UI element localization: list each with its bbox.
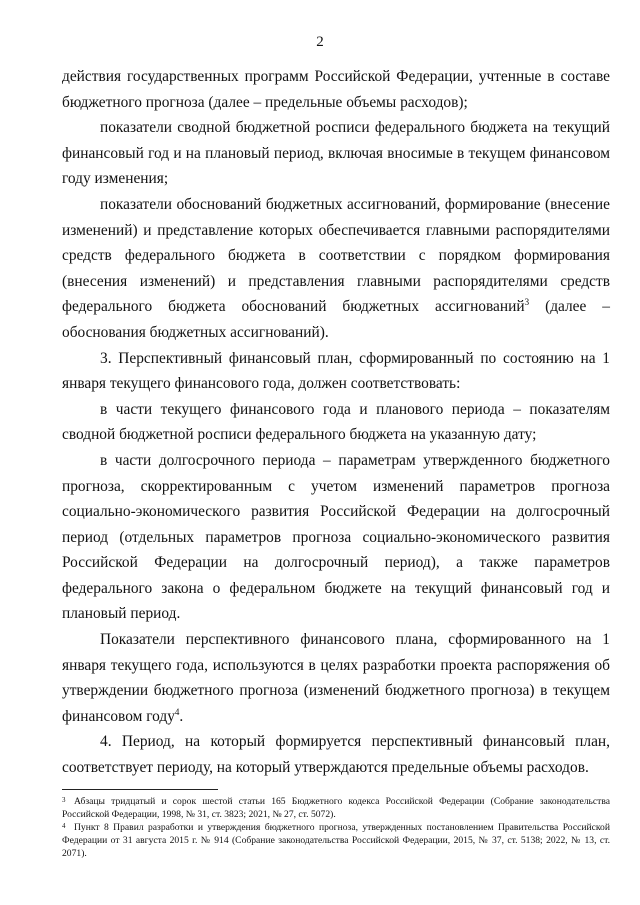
paragraph-text: (далее – обоснования бюджетных ассигнований). [62, 298, 611, 341]
paragraph-continuation: действия государственных программ Российской Федерации, учтенные в составе бюджетного прогноза (далее – предельные объемы расходов); [62, 68, 610, 111]
paragraph-current-year: в части текущего финансового года и планового периода – показателям сводной бюджетной росписи федерального бюджета на указанную дату; [62, 400, 610, 444]
page-number: 2 [316, 34, 324, 50]
footnote-mark: 3 [62, 796, 66, 804]
paragraph-long-term: в части долгосрочного периода – параметрам утвержденного бюджетного прогноза, скорректированным с учетом изменений параметров прогноза социально-экономического развития Российской Федерации на долгосрочный период (отдельных параметров прогноза социально-экономического развития Российской Федерации на долгосрочный период), а также параметров федерального закона о федеральном бюджете на текущий финансовый год и плановый период. [62, 451, 610, 623]
paragraph-budget-schedule: показатели сводной бюджетной росписи федерального бюджета на текущий финансовый год и на плановый период, включая вносимые в текущем финансовом году изменения; [62, 119, 610, 188]
footnote-text: Пункт 8 Правил разработки и утверждения бюджетного прогноза, утвержденных постановлением Правительства Российской Федерации от 31 августа 2015 г. № 914 (Собрание законодательства Российской Федерации, 2015, № 37, ст. 5138; 2022, № 13, ст. 2071). [62, 822, 610, 859]
paragraph-item-4: 4. Период, на который формируется перспективный финансовый план, соответствует периоду, на который утверждаются предельные объемы расходов. [62, 733, 610, 777]
paragraph-text: показатели обоснований бюджетных ассигнований, формирование (внесение изменений) и представление которых обеспечивается главными распорядителями средств федерального бюджета в соответствии с порядком формирования (внесения изменений) и представления главными распорядителями средств федерального бюджета обоснований бюджетных ассигнований [62, 195, 610, 316]
paragraph-text: Показатели перспективного финансового плана, сформированного на 1 января текущего года, используются в целях разработки проекта распоряжения об утверждении бюджетного прогноза (изменений бюджетного прогноза) в текущем финансовом году [62, 631, 610, 725]
footnote-3 [62, 795, 610, 821]
footnote-4 [62, 821, 610, 860]
document-body [62, 64, 610, 781]
footnote-ref-4[interactable]: 4 [174, 706, 180, 717]
footnote-ref-3[interactable]: 3 [524, 297, 530, 308]
paragraph-plan-indicators [62, 627, 610, 729]
footnote-separator [62, 789, 218, 790]
footnote-text: Абзацы тридцатый и сорок шестой статьи 165 Бюджетного кодекса Российской Федерации (Собрание законодательства Российской Федерации, 1998, № 31, ст. 3823; 2021, № 27, ст. 5072). [62, 796, 610, 820]
footnotes [62, 795, 610, 860]
footnote-mark: 4 [62, 822, 66, 830]
paragraph-text: . [179, 707, 184, 725]
paragraph-item-3: 3. Перспективный финансовый план, сформированный по состоянию на 1 января текущего финансового года, должен соответствовать: [62, 349, 610, 393]
paragraph-allocation-justifications [62, 192, 610, 346]
